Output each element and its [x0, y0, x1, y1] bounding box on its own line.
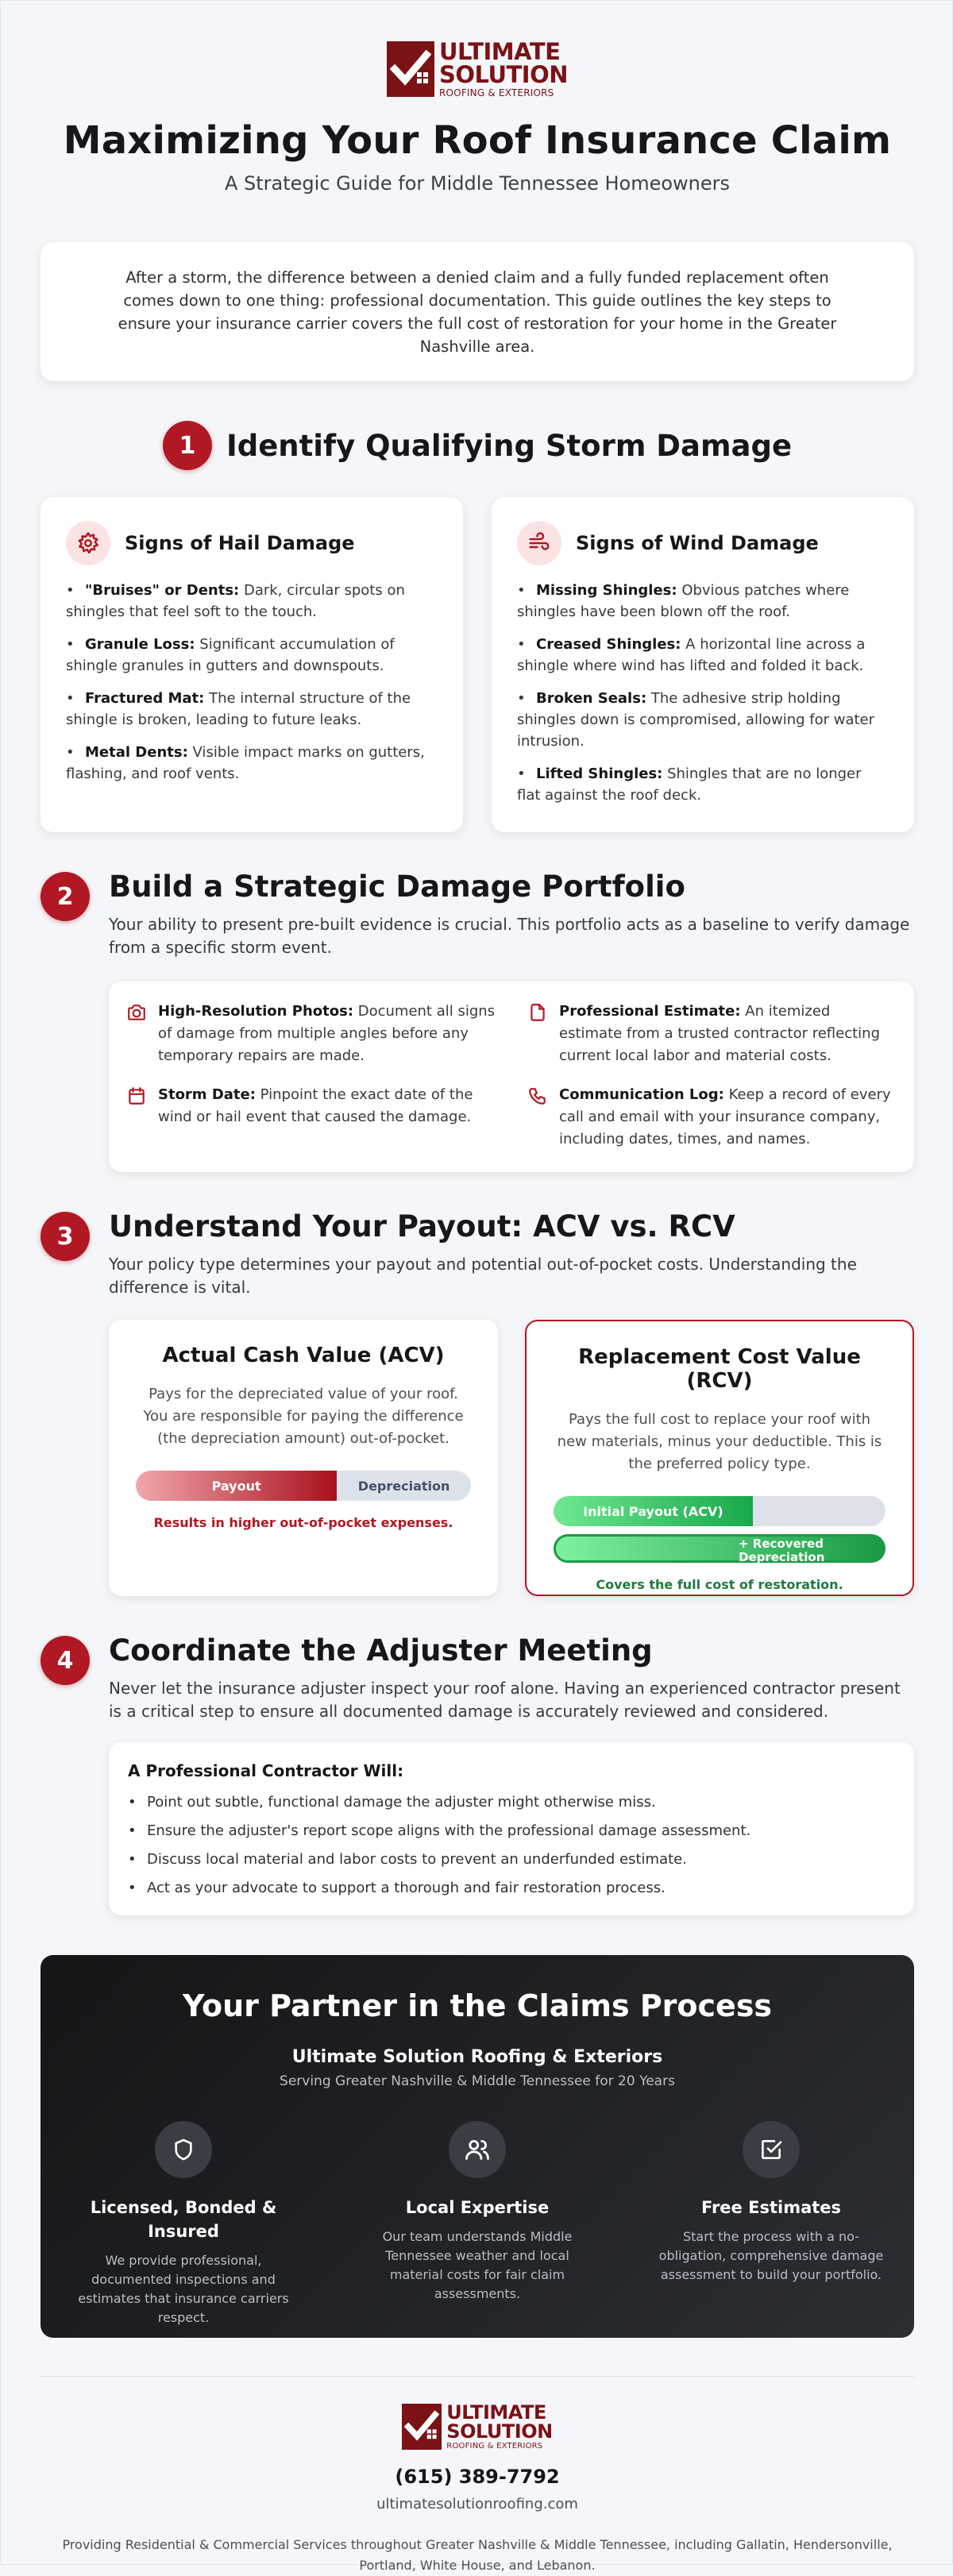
logo-line2: SOLUTION: [438, 61, 569, 88]
logo-line1: ULTIMATE: [446, 2401, 546, 2424]
hail-damage-card: [41, 497, 463, 832]
section1-title: Identify Qualifying Storm Damage: [226, 428, 793, 463]
item-term: Professional Estimate:: [559, 1003, 741, 1020]
section2: [41, 867, 914, 1172]
phone-icon: [527, 1084, 559, 1153]
section2-title: Build a Strategic Damage Portfolio: [109, 870, 685, 904]
page-title: Maximizing Your Roof Insurance Claim: [63, 118, 892, 163]
section4-description: Never let the insurance adjuster inspect your roof alone. Having an experienced contractor present is a critical step to ensure all documented damage is accurately reviewed and considered.: [109, 1679, 901, 1721]
document-icon: [527, 1001, 559, 1070]
damage-cards: [41, 497, 914, 832]
acv-payout-bar: [136, 1471, 471, 1501]
feature-item: [652, 2121, 890, 2327]
section4: [41, 1631, 914, 1915]
wind-icon: [517, 521, 561, 565]
list-item: • Fractured Mat: The internal structure of the shingle is broken, leading to future leaks.: [66, 690, 411, 728]
rcv-title: Replacement Cost Value (RCV): [578, 1345, 861, 1393]
item-term: High-Resolution Photos:: [158, 1003, 354, 1020]
item-text: Keep a record of every call and email with your insurance company, including dates, times, and names.: [559, 1086, 891, 1147]
feature-title: Free Estimates: [700, 2198, 842, 2217]
hail-icon: [66, 521, 110, 565]
payout-comparison: [109, 1320, 914, 1596]
partner-company: Ultimate Solution Roofing & Exteriors: [291, 2047, 663, 2067]
item-term: Broken Seals:: [536, 690, 647, 707]
section1-header: [41, 419, 914, 472]
rcv-initial-bar: [554, 1496, 885, 1526]
partner-title: Your Partner in the Claims Process: [182, 1988, 773, 2023]
feature-text: Our team understands Middle Tennessee weather and local material costs for fair claim assessments.: [382, 2229, 573, 2301]
portfolio-item: [126, 1001, 496, 1070]
item-text: An itemized estimate from a trusted contractor reflecting current local labor and material costs.: [559, 1003, 880, 1064]
item-term: Storm Date:: [158, 1086, 256, 1103]
item-term: Metal Dents:: [85, 744, 188, 761]
shield-icon: [155, 2121, 212, 2178]
checkmark-logo-icon: [402, 2404, 442, 2450]
logo-line3: ROOFING & EXTERIORS: [446, 2442, 543, 2451]
rcv-description: Pays the full cost to replace your roof with new materials, minus your deductible. This is the preferred policy type.: [557, 1411, 882, 1472]
item-term: Lifted Shingles:: [536, 765, 663, 782]
intro-text: After a storm, the difference between a denied claim and a fully funded replacement often comes down to one thing: professional documentation. This guide outlines the key steps to ensure your insurance carrier covers the full cost of restoration for your home in the Greater Nashville area.: [118, 268, 837, 356]
section3: [41, 1207, 914, 1596]
acv-payout-fill: Payout: [136, 1471, 337, 1501]
section1-number: 1: [163, 421, 212, 470]
portfolio-item: [527, 1001, 897, 1070]
section2-description: Your ability to present pre-built evidence is crucial. This portfolio acts as a baseline to verify damage from a specific storm event.: [109, 915, 910, 957]
phone-number[interactable]: (615) 389-7792: [395, 2466, 560, 2488]
feature-text: Start the process with a no-obligation, comprehensive damage assessment to build your portfolio.: [658, 2229, 884, 2282]
wind-damage-card: [492, 497, 914, 832]
rcv-initial-fill: Initial Payout (ACV): [554, 1496, 753, 1526]
list-item: • Ensure the adjuster's report scope aligns with the professional damage assessment.: [128, 1822, 751, 1839]
wind-card-title: Signs of Wind Damage: [576, 532, 819, 554]
list-item: • Missing Shingles: Obvious patches where shingles have been blown off the roof.: [517, 582, 850, 620]
rcv-card: [525, 1320, 914, 1596]
acv-title: Actual Cash Value (ACV): [162, 1344, 445, 1367]
feature-item: [64, 2121, 303, 2327]
item-text: Significant accumulation of shingle granules in gutters and downspouts.: [66, 636, 395, 674]
portfolio-item: [126, 1084, 496, 1153]
list-item: • Act as your advocate to support a thorough and fair restoration process.: [128, 1880, 666, 1896]
page: [1, 40, 953, 2576]
partner-section: [41, 1955, 914, 2338]
item-term: Granule Loss:: [85, 636, 195, 653]
list-item: • Granule Loss: Significant accumulation of shingle granules in gutters and downspouts.: [66, 636, 395, 674]
intro-card: [41, 242, 914, 381]
section2-number: 2: [41, 872, 90, 921]
rcv-note: Covers the full cost of restoration.: [596, 1577, 843, 1592]
hail-signs-list: [66, 580, 438, 785]
footer-logo[interactable]: [41, 2401, 914, 2451]
footer-divider: [41, 2376, 914, 2377]
item-term: Creased Shingles:: [536, 636, 681, 653]
item-text: Pinpoint the exact date of the wind or hail event that caused the damage.: [158, 1086, 473, 1125]
list-item: • Creased Shingles: A horizontal line across a shingle where wind has lifted and folded it back.: [517, 636, 866, 674]
item-term: Communication Log:: [559, 1086, 724, 1103]
item-text: Ensure the adjuster's report scope aligns with the professional damage assessment.: [147, 1822, 751, 1839]
item-text: Dark, circular spots on shingles that feel soft to the touch.: [66, 582, 405, 620]
list-item: • Discuss local material and labor costs to prevent an underfunded estimate.: [128, 1851, 687, 1868]
service-area-note: Providing Residential & Commercial Services throughout Greater Nashville & Middle Tennessee, including Gallatin, Hendersonville, Portland, White House, and Lebanon.: [62, 2537, 893, 2573]
portfolio-item: [527, 1084, 897, 1153]
section4-title: Coordinate the Adjuster Meeting: [109, 1633, 653, 1668]
list-item: • Lifted Shingles: Shingles that are no longer flat against the roof deck.: [517, 765, 862, 804]
feature-title: Local Expertise: [405, 2198, 550, 2217]
feature-item: [358, 2121, 596, 2327]
rcv-remaining-segment: [753, 1496, 885, 1526]
logo-line2: SOLUTION: [446, 2420, 553, 2443]
item-text: The internal structure of the shingle is broken, leading to future leaks.: [66, 690, 411, 728]
logo-line1: ULTIMATE: [438, 38, 561, 65]
list-item: • Point out subtle, functional damage the adjuster might otherwise miss.: [128, 1794, 656, 1811]
rcv-recovered-bar: [554, 1534, 885, 1563]
item-text: Point out subtle, functional damage the adjuster might otherwise miss.: [147, 1794, 656, 1811]
camera-icon: [126, 1001, 158, 1070]
checkbox-icon: [743, 2121, 800, 2178]
page-subtitle: A Strategic Guide for Middle Tennessee Homeowners: [224, 172, 731, 195]
item-text: Visible impact marks on gutters, flashing, and roof vents.: [66, 744, 425, 782]
header-logo[interactable]: [41, 40, 914, 98]
section4-number: 4: [41, 1636, 90, 1685]
contractor-list: [128, 1788, 895, 1903]
item-text: Obvious patches where shingles have been blown off the roof.: [517, 582, 850, 620]
logo-line3: ROOFING & EXTERIORS: [438, 87, 554, 98]
list-item: • "Bruises" or Dents: Dark, circular spots on shingles that feel soft to the touch.: [66, 582, 405, 620]
item-text: Act as your advocate to support a thorough and fair restoration process.: [147, 1880, 666, 1896]
section3-number: 3: [41, 1212, 90, 1261]
hail-card-title: Signs of Hail Damage: [125, 532, 355, 554]
item-text: A horizontal line across a shingle where wind has lifted and folded it back.: [517, 636, 866, 674]
checkmark-logo-icon: [387, 41, 434, 97]
item-text: Discuss local material and labor costs to prevent an underfunded estimate.: [147, 1851, 687, 1868]
contractor-card: [109, 1742, 914, 1915]
item-term: "Bruises" or Dents:: [85, 582, 240, 599]
partner-features: [41, 2121, 914, 2327]
partner-tagline: Serving Greater Nashville & Middle Tennessee for 20 Years: [280, 2073, 675, 2089]
list-item: • Metal Dents: Visible impact marks on gutters, flashing, and roof vents.: [66, 744, 425, 782]
portfolio-card: [109, 981, 914, 1172]
item-term: Fractured Mat:: [85, 690, 205, 707]
acv-depreciation-segment: Depreciation: [357, 1478, 450, 1494]
item-text: The adhesive strip holding shingles down is compromised, allowing for water intrusion.: [517, 690, 875, 750]
acv-note: Results in higher out-of-pocket expenses.: [153, 1515, 453, 1530]
item-term: Missing Shingles:: [536, 582, 677, 599]
users-icon: [449, 2121, 506, 2178]
website-link[interactable]: ultimatesolutionroofing.com: [376, 2496, 578, 2512]
contractor-box-title: A Professional Contractor Will:: [128, 1761, 404, 1780]
item-text: Shingles that are no longer flat against the roof deck.: [517, 765, 862, 804]
section3-title: Understand Your Payout: ACV vs. RCV: [109, 1209, 735, 1244]
section3-description: Your policy type determines your payout and potential out-of-pocket costs. Understanding the difference is vital.: [109, 1255, 857, 1297]
rcv-recovered-label: + Recovered Depreciation: [739, 1537, 825, 1564]
feature-text: We provide professional, documented inspections and estimates that insurance carriers respect.: [78, 2253, 289, 2325]
wind-signs-list: [517, 580, 889, 806]
acv-description: Pays for the depreciated value of your roof. You are responsible for paying the difference (the depreciation amount) out-of-pocket.: [143, 1386, 464, 1447]
item-text: Document all signs of damage from multiple angles before any temporary repairs are made.: [158, 1003, 496, 1064]
acv-card: [109, 1320, 498, 1596]
list-item: • Broken Seals: The adhesive strip holding shingles down is compromised, allowing for water intrusion.: [517, 690, 875, 750]
calendar-icon: [126, 1084, 158, 1153]
feature-title: Licensed, Bonded & Insured: [90, 2198, 277, 2241]
